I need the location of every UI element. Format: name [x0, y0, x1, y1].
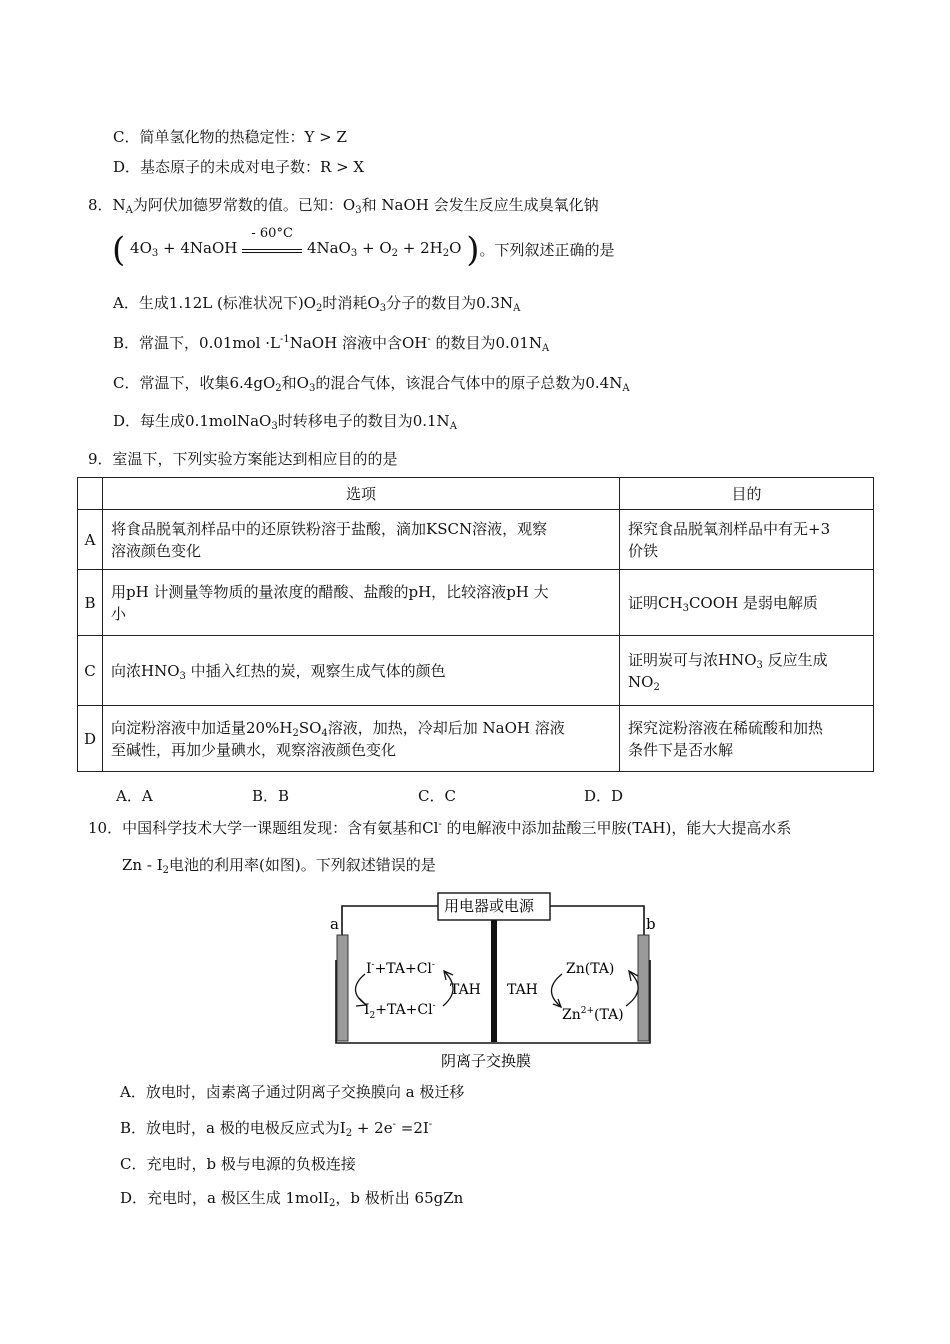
device-label: 用电器或电源	[444, 897, 535, 915]
tah-right-label: TAH	[507, 982, 538, 998]
tah-left-label: TAH	[450, 982, 481, 998]
species-iodide: I-+TA+Cl-	[366, 960, 435, 977]
q10-stem-line1: 10．中国科学技术大学一课题组发现：含有氨基和Cl- 的电解液中添加盐酸三甲胺(TAH)，能大大提高水系	[88, 819, 792, 837]
row-goal: 证明炭可与浓$HNO_3$ 反应生成 $NO_2$	[620, 636, 874, 706]
q8-eq-condition: - 60°C	[251, 226, 293, 241]
q10-option-c: C．充电时，b 极与电源的负极连接	[120, 1155, 356, 1173]
q10-option-d: D．充电时，a 极区生成 1molI$_2$，b 极析出 65gZn	[120, 1189, 464, 1209]
q10-stem-line2: Zn - $I_2$电池的利用率(如图)。下列叙述错误的是	[122, 856, 436, 876]
row-key: A	[78, 510, 103, 570]
header-goal: 目的	[620, 478, 874, 510]
q8-equation: ( $4O_3$ + 4NaOH - 60°C $4NaO_3 + O_2 + 2H_2O$ )。下列叙述正确的是	[112, 232, 615, 272]
electrode-a-label: a	[330, 915, 339, 933]
row-key: B	[78, 570, 103, 636]
q10-option-b: B．放电时，a 极的电极反应式为$I_2 + 2e^- =2I^-$	[120, 1119, 433, 1139]
q7-option-d: D．基态原子的未成对电子数：R > X	[113, 158, 365, 176]
q10-option-a: A．放电时，卤素离子通过阴离子交换膜向 a 极迁移	[120, 1083, 465, 1101]
q8-stem: 8．$N_A$为阿伏加德罗常数的值。已知：$O_3$和 NaOH 会发生反应生成臭氧化钠	[88, 196, 599, 216]
electrode-b-label: b	[646, 915, 656, 933]
q8-option-c: C．常温下，收集$6.4gO_2$和$O_3$的混合气体，该混合气体中的原子总数为$0.4N_A$	[113, 374, 630, 394]
q9-stem: 9．室温下，下列实验方案能达到相应目的的是	[88, 450, 398, 468]
row-goal: 证明$CH_3COOH$ 是弱电解质	[620, 570, 874, 636]
species-iodine: $I_2+TA+Cl^-$	[364, 1001, 436, 1021]
choice-b: B．B	[252, 787, 290, 805]
row-key: D	[78, 706, 103, 772]
choice-c: C．C	[418, 787, 456, 805]
choice-a: A．A	[116, 787, 153, 805]
row-key: C	[78, 636, 103, 706]
header-option: 选项	[103, 478, 620, 510]
species-zn-ta: Zn(TA)	[566, 961, 615, 977]
row-goal: 探究食品脱氧剂样品中有无+3 价铁	[620, 510, 874, 570]
q8-option-d: D．每生成0.1molNaO$_3$时转移电子的数目为$0.1N_A$	[113, 412, 457, 432]
row-option: 向淀粉溶液中加适量$20\%H_2SO_4$溶液，加热，冷却后加 NaOH 溶液 至碱性，再加少量碘水，观察溶液颜色变化	[103, 706, 620, 772]
row-option: 向浓$HNO_3$ 中插入红热的炭，观察生成气体的颜色	[103, 636, 620, 706]
row-goal: 探究淀粉溶液在稀硫酸和加热 条件下是否水解	[620, 706, 874, 772]
q8-option-b: B．常温下，$0.01mol \cdot L^{-1}NaOH$ 溶液中含OH- 的数目为$0.01N_A$	[113, 334, 550, 354]
q7-option-c: C．简单氢化物的热稳定性：Y > Z	[113, 128, 347, 146]
q8-option-a: A．生成1.12L (标准状况下)$O_2$时消耗$O_3$分子的数目为$0.3N_A$	[113, 294, 521, 314]
row-option: 将食品脱氧剂样品中的还原铁粉溶于盐酸，滴加KSCN溶液，观察 溶液颜色变化	[103, 510, 620, 570]
row-option: 用pH 计测量等物质的量浓度的醋酸、盐酸的pH，比较溶液pH 大 小	[103, 570, 620, 636]
species-zn2-ta: $Zn^{2+}(TA)$	[562, 1006, 624, 1023]
choice-d: D．D	[584, 787, 624, 805]
membrane-label: 阴离子交换膜	[441, 1052, 532, 1070]
